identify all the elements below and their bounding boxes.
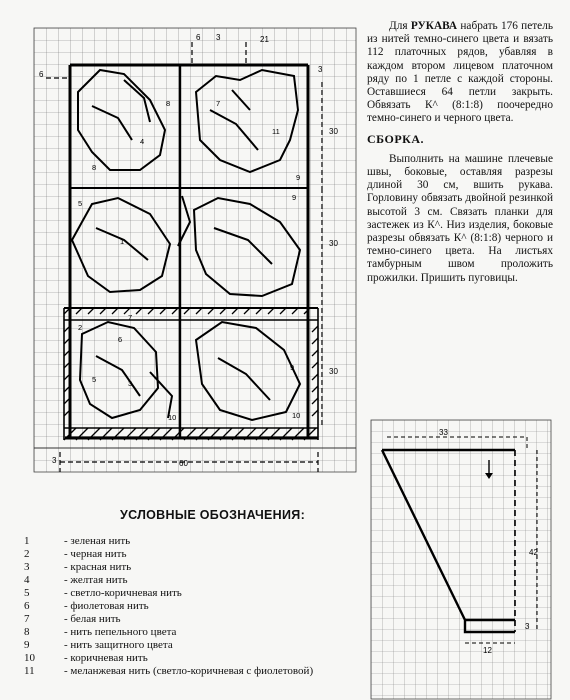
region-number: 5 <box>92 375 97 384</box>
region-number: 10 <box>292 411 301 420</box>
region-number: 7 <box>216 99 221 108</box>
legend-item: 2 - черная нить <box>24 548 127 560</box>
legend-item: 10 - коричневая нить <box>24 652 148 664</box>
region-number: 5 <box>78 199 83 208</box>
region-number: 9 <box>290 363 295 372</box>
region-number: 9 <box>296 173 301 182</box>
sleeve-chart <box>367 415 557 700</box>
sleeve-paragraph: Для РУКАВА набрать 176 петель из нитей темно-синего цвета и вязать 112 платочных рядов, убавляя в каждом втором лицевом платочном ряду по 1 петле с каждой стороны. Оставшиеся 64 петли закрыть. Обвязать К^ (8:1:8) поочередно темно-синего и черного цвета. <box>367 20 553 125</box>
legend-item: 11 - меланжевая нить (светло-коричневая с фиолетовой) <box>24 665 314 677</box>
sleeve-height: 42 <box>529 548 538 557</box>
assembly-paragraph: Выполнить на машине плечевые швы, боковые, оставляя разрезы длиной 30 см, вшить рукава. Горловину обвязать двойной резинкой высотой 3 см. Связать планки для застежек из К^. Низ изделия, боковые разрезы обвязать К^ (8:1:8) черного и темно-синего цвета. На листьях тамбурным швом проложить прожилки. Пришить пуговицы. <box>367 152 553 284</box>
right-number: 30 <box>329 367 338 376</box>
legend-item: 9 - нить защитного цвета <box>24 639 173 651</box>
legend-item: 5 - светло-коричневая нить <box>24 587 182 599</box>
region-number: 2 <box>78 323 83 332</box>
sleeve-grid <box>371 420 551 699</box>
right-number: 30 <box>329 239 338 248</box>
assembly-heading: СБОРКА. <box>367 131 425 146</box>
region-number: 3 <box>128 379 133 388</box>
left-number: 6 <box>39 70 44 79</box>
region-number: 6 <box>118 335 123 344</box>
right-number: 3 <box>318 65 323 74</box>
knitting-chart <box>0 0 370 475</box>
region-number: 7 <box>128 313 133 322</box>
top-number: 6 <box>196 33 201 42</box>
legend-item: 1 - зеленая нить <box>24 535 131 547</box>
legend-title: УСЛОВНЫЕ ОБОЗНАЧЕНИЯ: <box>120 508 306 522</box>
legend-item: 7 - белая нить <box>24 613 121 625</box>
region-number: 8 <box>166 99 171 108</box>
legend-item: 3 - красная нить <box>24 561 132 573</box>
sleeve-bottom-height: 3 <box>525 622 530 631</box>
region-number: 1 <box>120 237 125 246</box>
sleeve-bottom-width: 12 <box>483 646 492 655</box>
bottom-number: 3 <box>52 456 57 465</box>
region-number: 4 <box>140 137 145 146</box>
legend-item: 4 - желтая нить <box>24 574 128 586</box>
region-number: 11 <box>272 127 280 136</box>
right-number: 30 <box>329 127 338 136</box>
top-number: 3 <box>216 33 221 42</box>
sleeve-width-top: 33 <box>439 428 448 437</box>
region-number: 10 <box>168 413 177 422</box>
bottom-number: 60 <box>179 459 188 468</box>
legend-item: 8 - нить пепельного цвета <box>24 626 177 638</box>
region-number: 8 <box>92 163 97 172</box>
region-number: 9 <box>292 193 297 202</box>
legend-item: 6 - фиолетовая нить <box>24 600 149 612</box>
legend-list <box>24 535 313 678</box>
top-number: 21 <box>260 35 269 44</box>
instructions-text <box>367 20 553 285</box>
